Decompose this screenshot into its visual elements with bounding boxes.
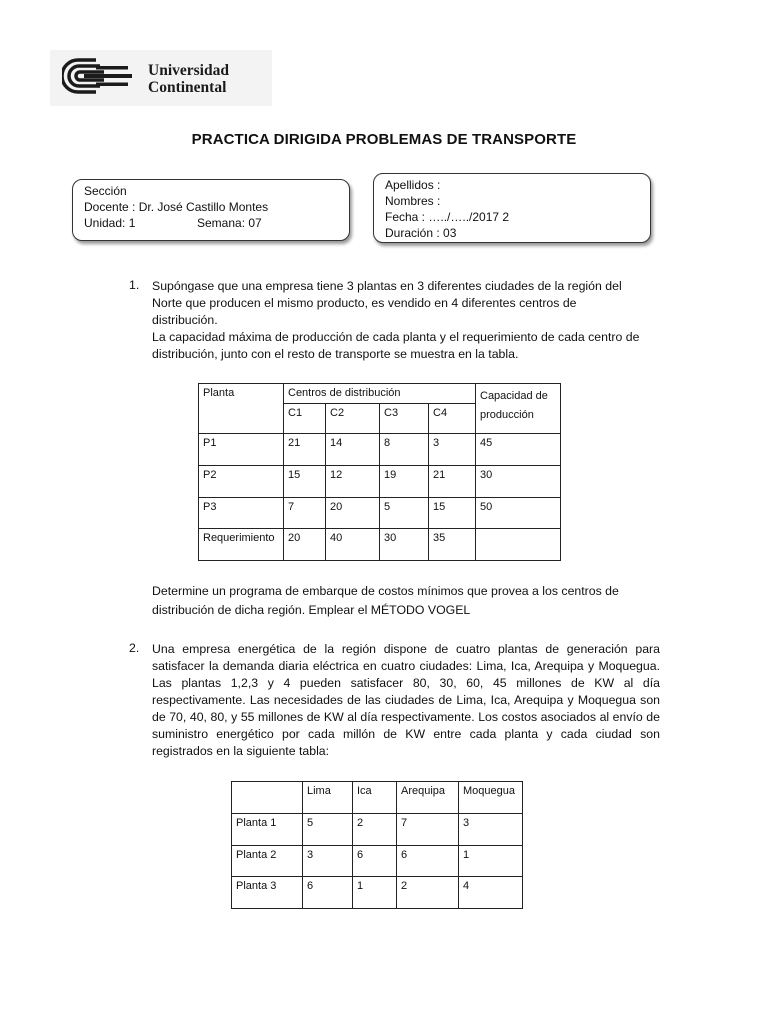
course-info-box: [72, 179, 350, 241]
semana-label: Semana: 07: [197, 216, 262, 230]
table-cell: 20: [284, 529, 326, 561]
row-label: Planta 1: [232, 814, 303, 846]
table-cell: 45: [476, 434, 561, 466]
unidad-label: Unidad: 1: [84, 216, 136, 230]
table-cell: 6: [303, 877, 353, 909]
problem-1-line: La capacidad máxima de producción de cada planta y el requerimiento de cada centro de: [152, 330, 640, 344]
table-cell: 2: [353, 814, 397, 846]
table-header: C4: [429, 404, 476, 434]
table-cell: 21: [429, 466, 476, 498]
table-cell: 40: [326, 529, 380, 561]
table-row: [199, 529, 561, 561]
table-cell: 1: [353, 877, 397, 909]
problem-2-number: 2.: [129, 641, 140, 655]
table-header: Lima: [303, 782, 353, 814]
table-header: C1: [284, 404, 326, 434]
table-cell: 21: [284, 434, 326, 466]
table-header: Capacidad de producción: [476, 384, 561, 434]
table-cell: 12: [326, 466, 380, 498]
duracion-field: Duración : 03: [385, 226, 457, 240]
problem-1-question: [152, 582, 662, 620]
problem-1-line: Supóngase que una empresa tiene 3 plantas en 3 diferentes ciudades de la región del: [152, 279, 622, 293]
row-label: P2: [199, 466, 284, 498]
table-cell: 8: [380, 434, 429, 466]
table-row: [232, 814, 523, 846]
problem-1-number: 1.: [129, 278, 140, 292]
table-cell: 6: [397, 846, 459, 877]
transport-table-1: [198, 383, 561, 561]
table-row: [199, 466, 561, 498]
table-cell: 5: [380, 498, 429, 529]
table-header: [232, 782, 303, 814]
table-row: [232, 877, 523, 909]
row-label: Requerimiento: [199, 529, 284, 561]
table-cell: 7: [284, 498, 326, 529]
cost-table-2: [231, 781, 523, 909]
table-cell: 19: [380, 466, 429, 498]
table-cell: 35: [429, 529, 476, 561]
problem-2-text: Una empresa energética de la región dispone de cuatro plantas de generación para satisfacer la demanda diaria eléctrica en cuatro ciudades: Lima, Ica, Arequipa y Moquegua. Las plantas 1,2,3 y 4 pueden satisfacer 80, 30, 60, 45 millones de KW al día respectivamente. Las necesidades de las ciudades de Lima, Ica, Arequipa y Moquegua son de 70, 40, 80, y 55 millones de KW al día respectivamente. Los costos asociados al envío de suministro energético por cada millón de KW entre cada planta y cada ciudad son registrados en la siguiente tabla:: [152, 642, 660, 758]
table-header: Planta: [199, 384, 284, 434]
fecha-field: Fecha : …../…../2017 2: [385, 210, 510, 224]
table-row: [199, 498, 561, 529]
logo-line-1: Universidad: [148, 62, 229, 79]
row-label: P1: [199, 434, 284, 466]
apellidos-field: Apellidos :: [385, 178, 441, 192]
table-header: C2: [326, 404, 380, 434]
table-cell: 3: [429, 434, 476, 466]
table-cell: 20: [326, 498, 380, 529]
table-header: Ica: [353, 782, 397, 814]
problem-1-line: distribución.: [152, 313, 218, 327]
logo-line-2: Continental: [148, 79, 227, 96]
student-info-box: [373, 173, 651, 243]
table-header: Moquegua: [459, 782, 523, 814]
table-row: [232, 846, 523, 877]
table-header: Centros de distribución: [284, 384, 476, 404]
university-logo-icon: [62, 58, 138, 94]
table-cell: 1: [459, 846, 523, 877]
table-cell: 50: [476, 498, 561, 529]
table-cell: 6: [353, 846, 397, 877]
table-cell: 15: [284, 466, 326, 498]
table-cell: 3: [303, 846, 353, 877]
table-cell: 2: [397, 877, 459, 909]
table-cell: 14: [326, 434, 380, 466]
row-label: Planta 2: [232, 846, 303, 877]
problem-1-line: distribución, junto con el resto de transporte se muestra en la tabla.: [152, 347, 519, 361]
logo-text: [148, 62, 229, 96]
table-cell: 4: [459, 877, 523, 909]
problem-1-line: Norte que producen el mismo producto, es vendido en 4 diferentes centros de: [152, 296, 577, 310]
table-cell: [476, 529, 561, 561]
table-header: Arequipa: [397, 782, 459, 814]
row-label: P3: [199, 498, 284, 529]
table-cell: 5: [303, 814, 353, 846]
table-row: [199, 434, 561, 466]
nombres-field: Nombres :: [385, 194, 441, 208]
problem-1-line: Determine un programa de embarque de costos mínimos que provea a los centros de: [152, 584, 619, 598]
problem-1-line: distribución de dicha región. Emplear el MÉTODO VOGEL: [152, 603, 471, 617]
row-label: Planta 3: [232, 877, 303, 909]
table-cell: 7: [397, 814, 459, 846]
table-cell: 3: [459, 814, 523, 846]
table-cell: 15: [429, 498, 476, 529]
table-cell: 30: [380, 529, 429, 561]
table-header: C3: [380, 404, 429, 434]
seccion-label: Sección: [84, 184, 127, 198]
table-cell: 30: [476, 466, 561, 498]
problem-1-text: [152, 278, 662, 363]
docente-label: Docente : Dr. José Castillo Montes: [84, 200, 269, 214]
page-title: PRACTICA DIRIGIDA PROBLEMAS DE TRANSPORTE: [191, 131, 577, 148]
